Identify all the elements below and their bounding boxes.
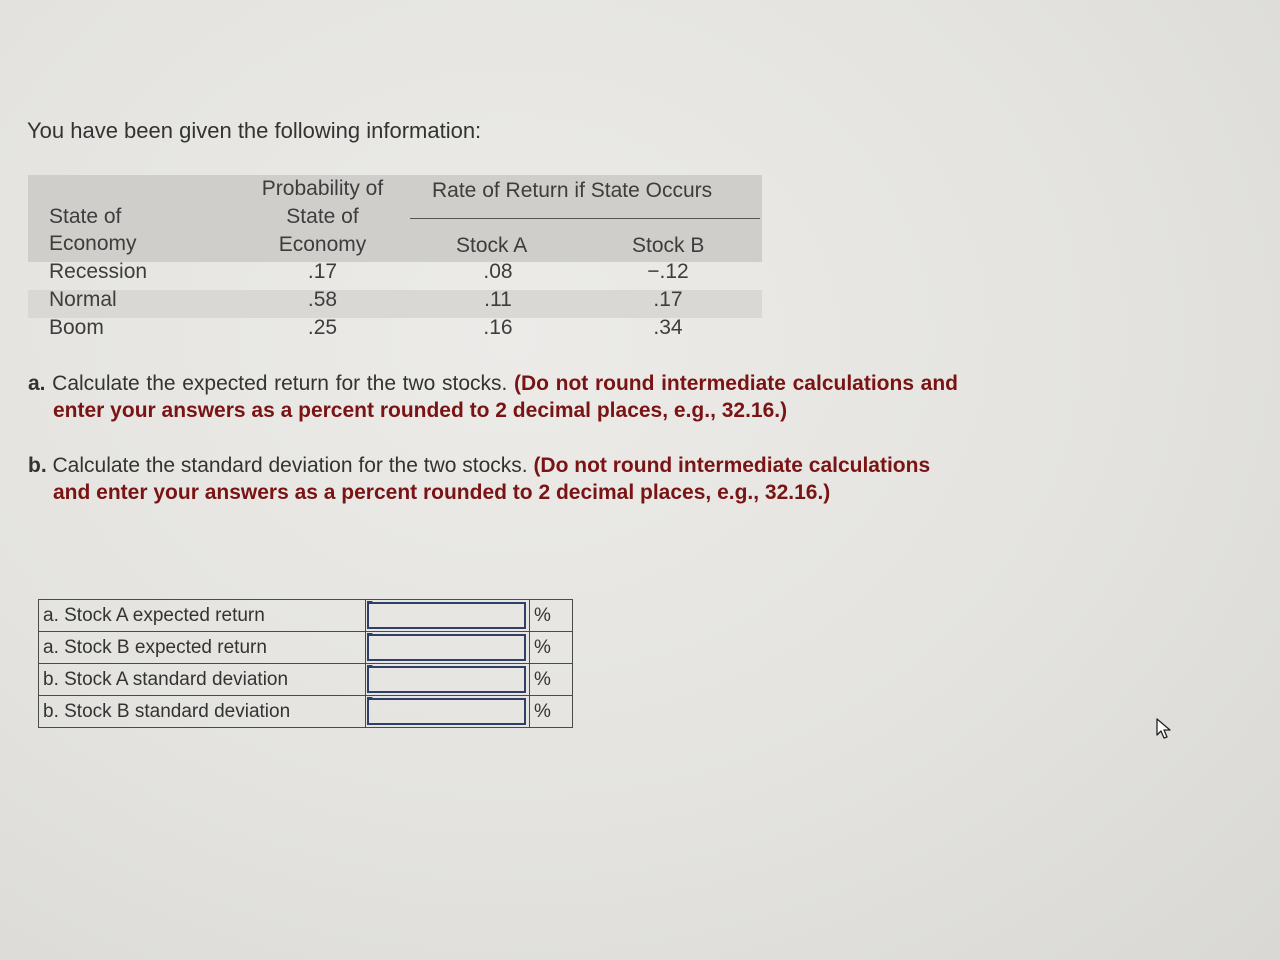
answer-unit: %: [530, 600, 573, 632]
row-boom-probability: .25: [307, 316, 338, 339]
stock-b-standard-deviation-input[interactable]: [367, 698, 526, 725]
input-marker-icon: [367, 601, 373, 606]
header-state: State of Economy: [49, 205, 137, 255]
header-stock-b: Stock B: [632, 234, 705, 257]
answer-row: [39, 664, 573, 696]
question-a-prefix: a.: [28, 372, 46, 395]
answer-label-stock-b-sd: b. Stock B standard deviation: [39, 696, 366, 728]
header-stock-a: Stock A: [456, 234, 528, 257]
answer-label-stock-a-sd: b. Stock A standard deviation: [39, 664, 366, 696]
input-marker-icon: [367, 697, 373, 702]
row-recession-state: Recession: [49, 260, 148, 283]
intro-text: You have been given the following information:: [27, 118, 482, 143]
mouse-pointer-icon: [1155, 718, 1173, 740]
answer-row: [39, 632, 573, 664]
row-normal-probability: .58: [307, 288, 338, 311]
row-boom-state: Boom: [49, 316, 104, 339]
question-a-instructions: (Do not round intermediate calculations and enter your answers as a percent rounded to 2 decimal places, e.g., 32.16.): [53, 372, 958, 422]
answer-label-stock-b-expected: a. Stock B expected return: [39, 632, 366, 664]
row-boom-stock-a: .16: [483, 316, 513, 339]
rate-header-rule: [410, 218, 760, 219]
header-probability: Probability of State of Economy: [261, 177, 384, 256]
row-recession-stock-b: −.12: [647, 260, 689, 283]
input-marker-icon: [367, 633, 373, 638]
answer-row: [39, 696, 573, 728]
question-b: [28, 452, 958, 506]
stock-a-expected-return-input[interactable]: [367, 602, 526, 629]
answer-row: [39, 600, 573, 632]
stock-b-expected-return-input[interactable]: [367, 634, 526, 661]
answer-table: [38, 599, 573, 728]
row-boom-stock-b: .34: [653, 316, 683, 339]
question-b-prefix: b.: [28, 454, 47, 477]
question-a-text: Calculate the expected return for the two stocks.: [45, 372, 514, 395]
question-b-text: Calculate the standard deviation for the two stocks.: [46, 454, 534, 477]
answer-unit: %: [530, 696, 573, 728]
row-normal-stock-b: .17: [653, 288, 683, 311]
row-recession-stock-a: .08: [483, 260, 513, 283]
answer-label-stock-a-expected: a. Stock A expected return: [39, 600, 366, 632]
row-recession-probability: .17: [307, 260, 338, 283]
answer-unit: %: [530, 632, 573, 664]
row-normal-stock-a: .11: [484, 288, 512, 311]
answer-unit: %: [530, 664, 573, 696]
header-rate-of-return: Rate of Return if State Occurs: [432, 179, 713, 202]
stock-a-standard-deviation-input[interactable]: [367, 666, 526, 693]
input-marker-icon: [367, 665, 373, 670]
row-normal-state: Normal: [49, 288, 117, 311]
question-b-instructions: (Do not round intermediate calculations and enter your answers as a percent rounded to 2 decimal places, e.g., 32.16.): [53, 454, 931, 504]
question-a: [28, 370, 958, 424]
